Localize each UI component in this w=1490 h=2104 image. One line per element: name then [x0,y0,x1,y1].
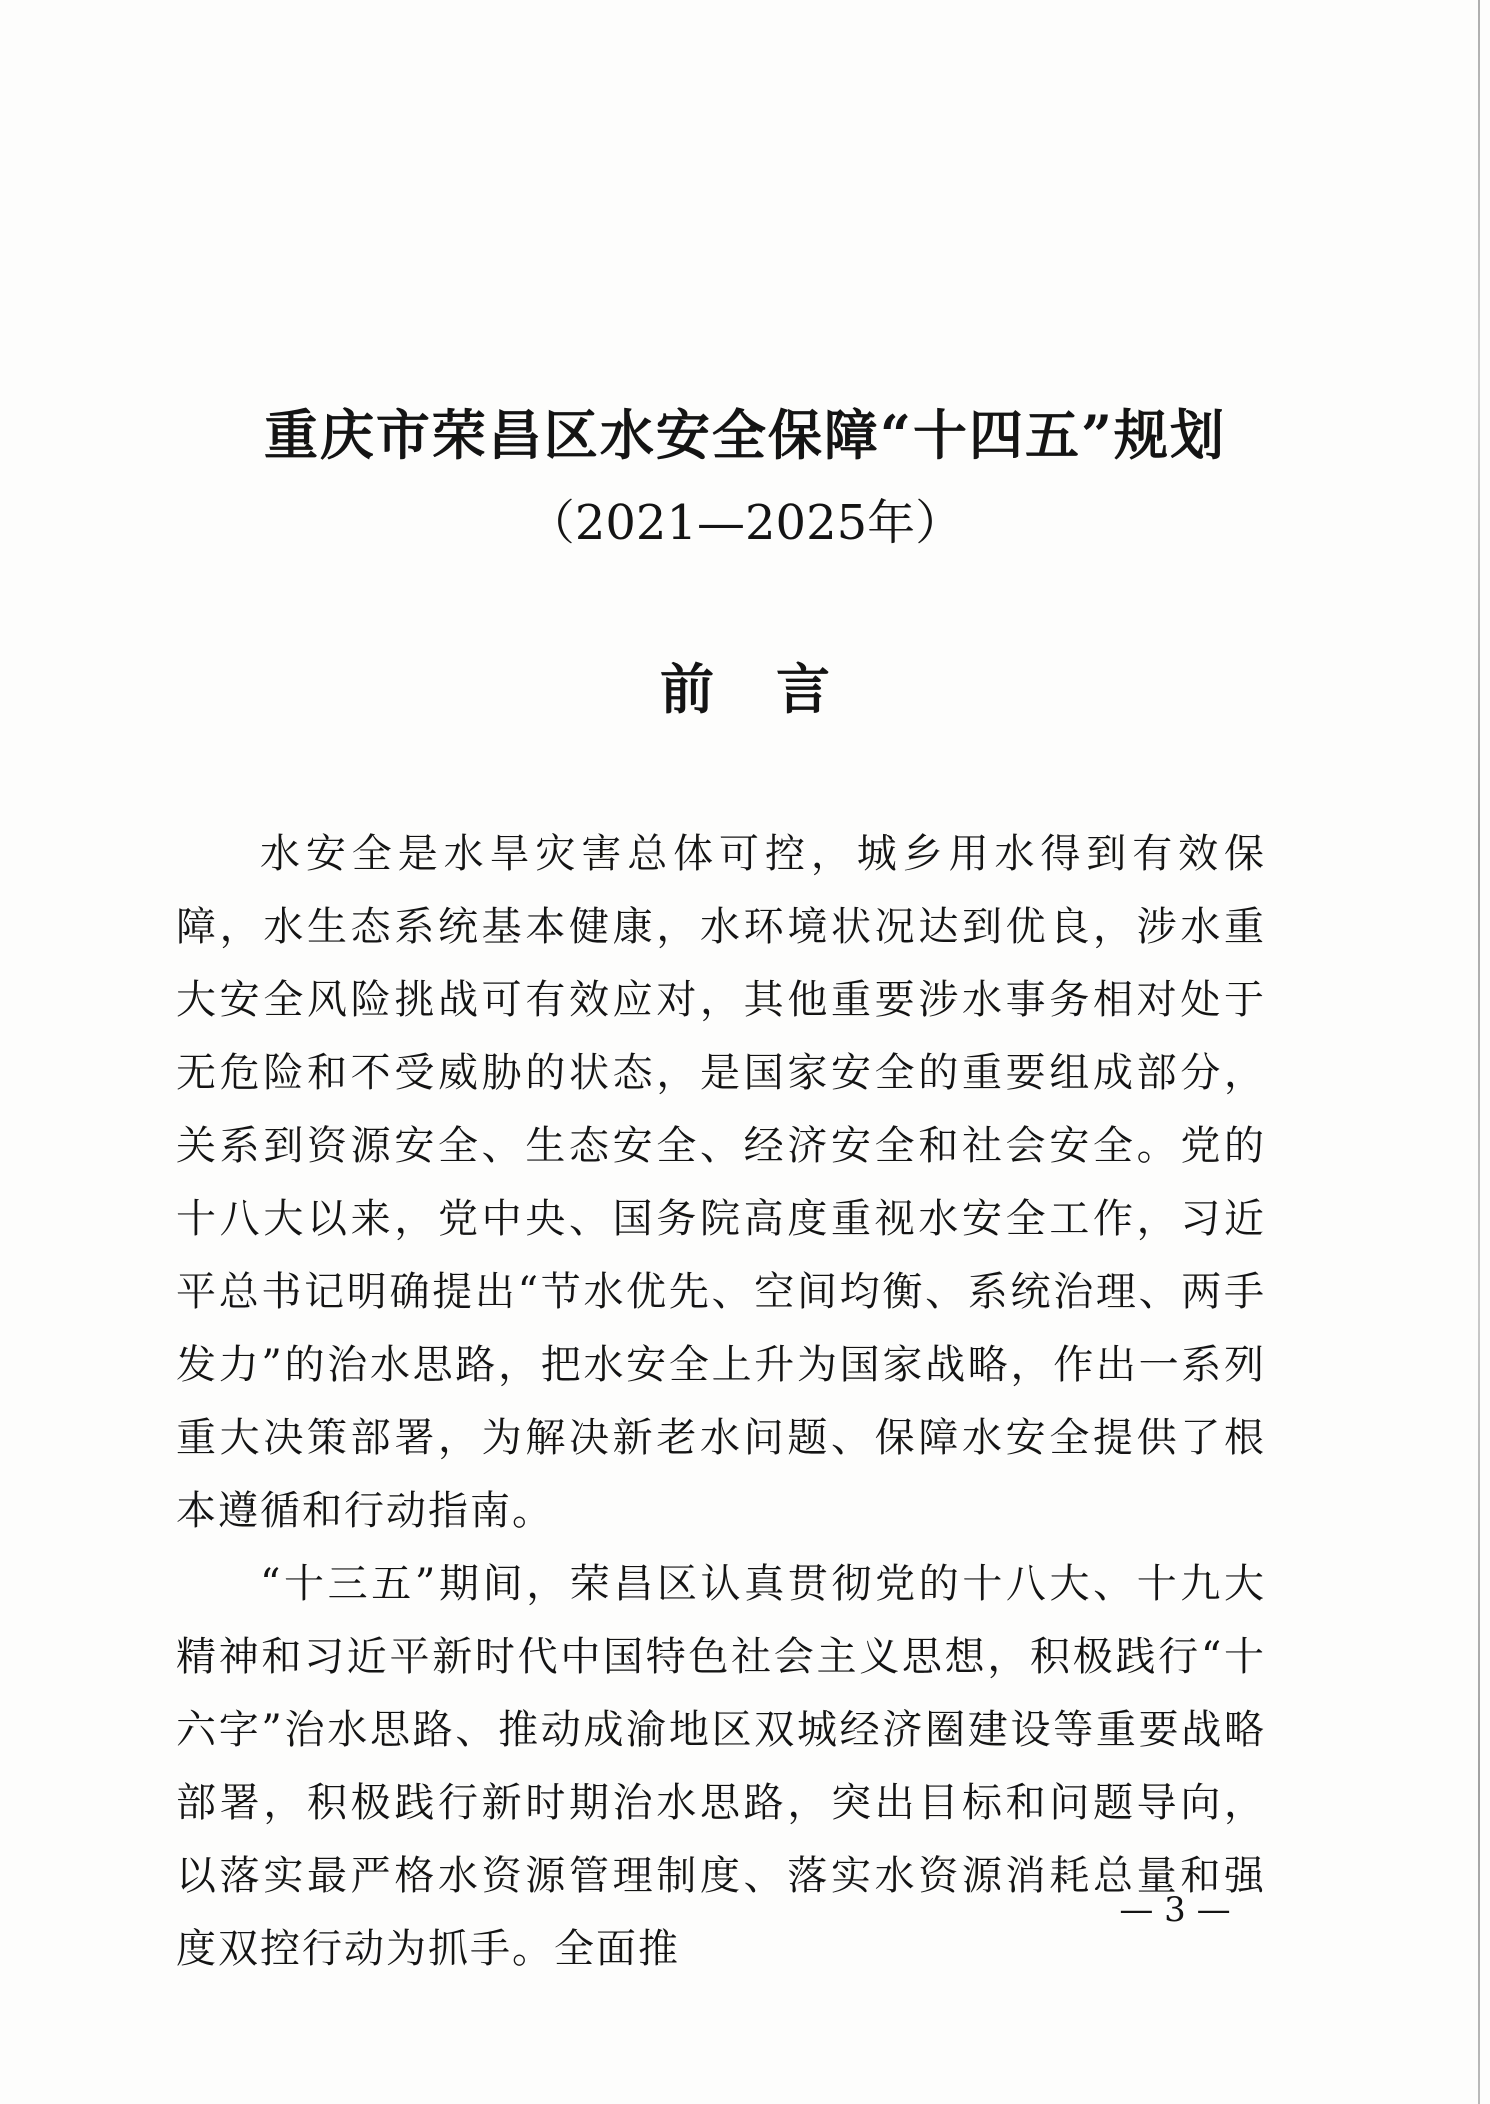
document-subtitle: （2021—2025年） [526,495,964,551]
preface-heading: 前言 [660,657,892,721]
document-body [176,818,1266,1986]
scan-edge [1478,0,1480,2104]
document-title: 重庆市荣昌区水安全保障“十四五”规划 [263,403,1227,467]
page-number: — 3 — [1119,1890,1231,1930]
paragraph: “十三五”期间，荣昌区认真贯彻党的十八大、十九大精神和习近平新时代中国特色社会主义思想，积极践行“十六字”治水思路、推动成渝地区双城经济圈建设等重要战略部署，积极践行新时期治水思路，突出目标和问题导向，以落实最严格水资源管理制度、落实水资源消耗总量和强度双控行动为抓手。全面推 [176,1561,1266,1972]
paragraph: 水安全是水旱灾害总体可控，城乡用水得到有效保障，水生态系统基本健康，水环境状况达到优良，涉水重大安全风险挑战可有效应对，其他重要涉水事务相对处于无危险和不受威胁的状态，是国家安全的重要组成部分，关系到资源安全、生态安全、经济安全和社会安全。党的十八大以来，党中央、国务院高度重视水安全工作，习近平总书记明确提出“节水优先、空间均衡、系统治理、两手发力”的治水思路，把水安全上升为国家战略，作出一系列重大决策部署，为解决新老水问题、保障水安全提供了根本遵循和行动指南。 [176,831,1266,1534]
